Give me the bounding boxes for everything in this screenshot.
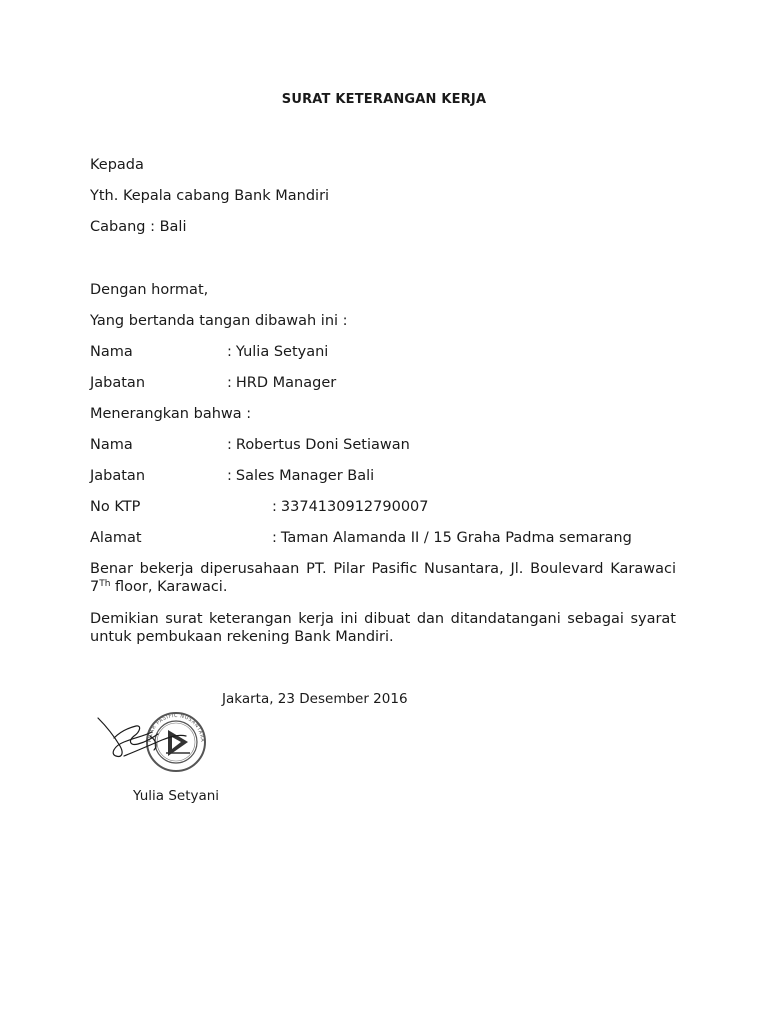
signatory-name-label: Nama (90, 344, 133, 360)
employment-text-end: floor, Karawaci. (110, 579, 228, 595)
employee-address-label: Alamat (90, 530, 142, 546)
floor-superscript: Th (99, 579, 111, 589)
employment-text: Benar bekerja diperusahaan PT. Pilar Pasific Nusantara, Jl. Boulevard Karawaci 7 (90, 561, 676, 595)
place-date: Jakarta, 23 Desember 2016 (222, 691, 408, 707)
seal-text: PILAR PASIFIC NUSANTARA (146, 712, 206, 743)
closing-paragraph: Demikian surat keterangan kerja ini dibuat dan ditandatangani sebagai syarat untuk pembukaan rekening Bank Mandiri. (90, 611, 676, 645)
signatory-position-label: Jabatan (90, 375, 146, 391)
employee-ktp-value: 3374130912790007 (280, 499, 429, 515)
statement-line: Menerangkan bahwa : (90, 406, 252, 422)
employee-ktp-row: : 3374130912790007 (272, 499, 429, 515)
signatory-name-value: Yulia Setyani (235, 344, 329, 360)
employee-name-label: Nama (90, 437, 133, 453)
signatory-position-value: HRD Manager (235, 375, 337, 391)
signature-with-seal (94, 706, 214, 786)
employee-position-value: Sales Manager Bali (235, 468, 375, 484)
employee-name-row: : Robertus Doni Setiawan (227, 437, 410, 453)
recipient-to: Kepada (90, 157, 144, 173)
employment-paragraph (90, 560, 676, 596)
employee-position-label: Jabatan (90, 468, 146, 484)
intro-line: Yang bertanda tangan dibawah ini : (90, 313, 348, 329)
employee-address-value: Taman Alamanda II / 15 Graha Padma semarang (280, 530, 632, 546)
signatory-name-row: : Yulia Setyani (227, 344, 329, 360)
greeting: Dengan hormat, (90, 282, 209, 298)
employee-ktp-label: No KTP (90, 499, 141, 515)
recipient-branch: Cabang : Bali (90, 219, 187, 235)
letter-title: SURAT KETERANGAN KERJA (281, 92, 487, 107)
employee-name-value: Robertus Doni Setiawan (235, 437, 410, 453)
employee-address-row: : Taman Alamanda II / 15 Graha Padma semarang (272, 530, 632, 546)
signatory-position-row: : HRD Manager (227, 375, 337, 391)
signer-name: Yulia Setyani (133, 788, 220, 804)
recipient-addressee: Yth. Kepala cabang Bank Mandiri (90, 188, 330, 204)
employee-position-row: : Sales Manager Bali (227, 468, 375, 484)
